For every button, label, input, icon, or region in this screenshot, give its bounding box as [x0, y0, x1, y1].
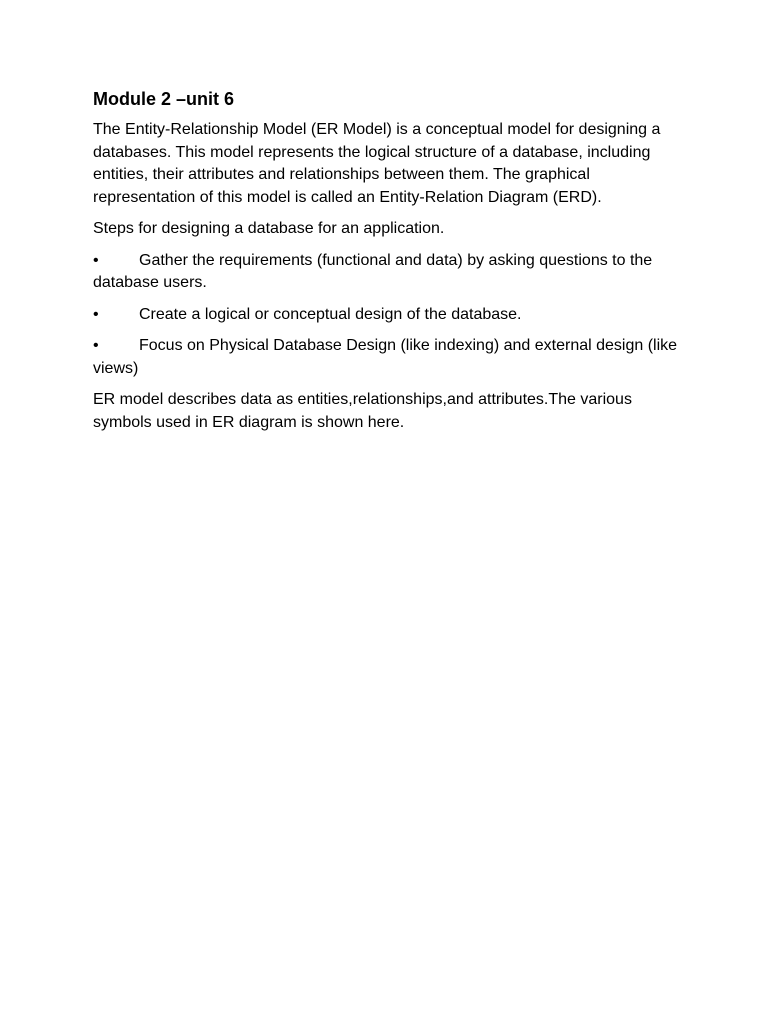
bullet-icon: • — [93, 337, 99, 354]
list-item-text: Focus on Physical Database Design (like indexing) and external design (like views) — [93, 337, 678, 377]
list-item-text: Gather the requirements (functional and data) by asking questions to the database users. — [93, 251, 653, 291]
document-page — [93, 86, 678, 443]
list-item-text: Create a logical or conceptual design of the database. — [139, 305, 522, 323]
bullet-icon: • — [93, 251, 99, 269]
intro-paragraph: The Entity-Relationship Model (ER Model) is a conceptual model for designing a databases. This model represents the logical structure of a database, including entities, their attributes and relationships between them. The graphical representation of this model is called an Entity-Relation Diagram (ERD). — [93, 121, 661, 206]
list-item — [93, 304, 678, 327]
list-item — [93, 335, 678, 380]
list-item — [93, 250, 678, 295]
closing-paragraph: ER model describes data as entities,relationships,and attributes.The various symbols used in ER diagram is shown here. — [93, 391, 632, 431]
steps-intro-paragraph: Steps for designing a database for an application. — [93, 220, 445, 237]
bullet-icon: • — [93, 305, 99, 323]
page-title: Module 2 –unit 6 — [93, 89, 235, 109]
